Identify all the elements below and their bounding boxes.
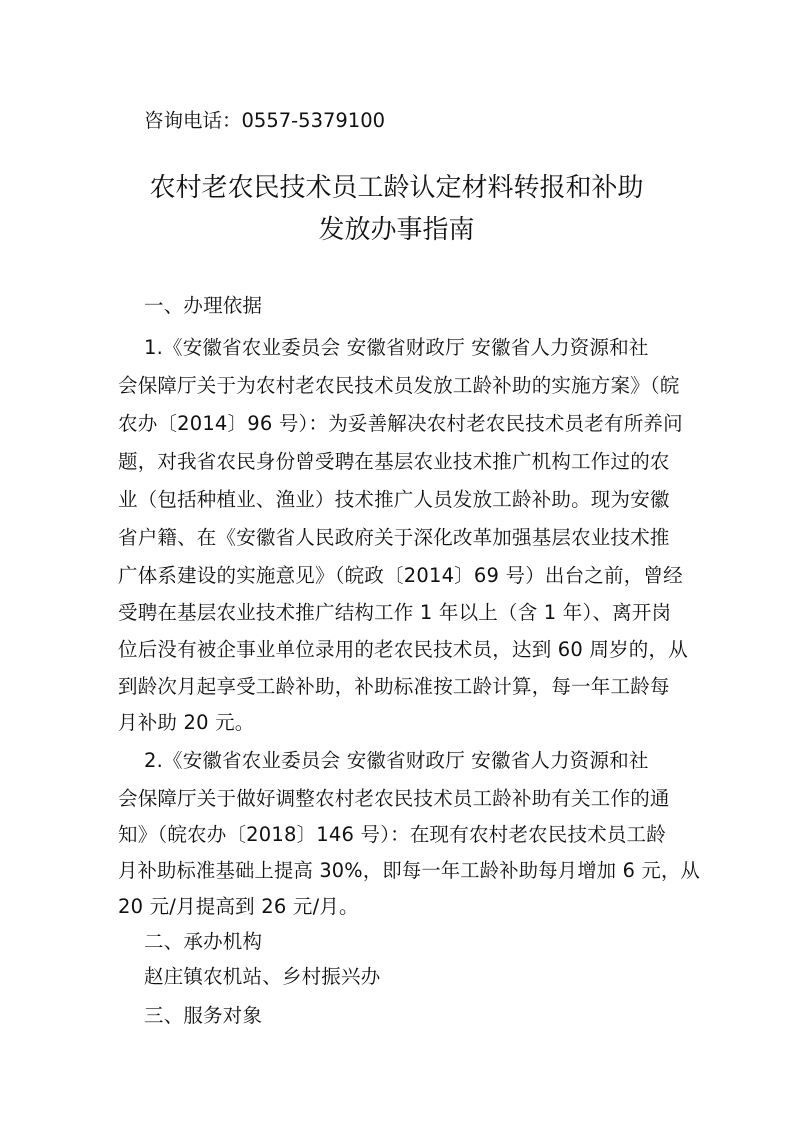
paragraph-line: 省户籍、在《安徽省人民政府关于深化改革加强基层农业技术推 <box>118 526 670 549</box>
paragraph-line: 题，对我省农民身份曾受聘在基层农业技术推广机构工作过的农 <box>118 450 670 473</box>
paragraph-line: 业（包括种植业、渔业）技术推广人员发放工龄补助。现为安徽 <box>118 488 670 511</box>
paragraph-line: 到龄次月起享受工龄补助，补助标准按工龄计算，每一年工龄每 <box>118 675 670 698</box>
paragraph-line: 月补助标准基础上提高 30%，即每一年工龄补助每月增加 6 元，从 <box>118 859 700 882</box>
paragraph-line: 会保障厅关于做好调整农村老农民技术员工龄补助有关工作的通 <box>118 787 670 810</box>
section-heading-service: 三、服务对象 <box>144 1004 263 1027</box>
paragraph-line: 广体系建设的实施意见》（皖政〔2014〕69 号）出台之前，曾经 <box>118 564 683 587</box>
agency-text: 赵庄镇农机站、乡村振兴办 <box>144 965 381 988</box>
paragraph-line: 位后没有被企事业单位录用的老农民技术员，达到 60 周岁的，从 <box>118 638 688 661</box>
document-title-line-2: 发放办事指南 <box>318 215 475 245</box>
paragraph-line: 农办〔2014〕96 号）：为妥善解决农村老农民技术员老有所养问 <box>118 412 683 435</box>
document-title-line-1: 农村老农民技术员工龄认定材料转报和补助 <box>149 173 644 203</box>
paragraph-line: 1.《安徽省农业委员会 安徽省财政厅 安徽省人力资源和社 <box>144 336 649 359</box>
paragraph-line: 知》（皖农办〔2018〕146 号）：在现有农村老农民技术员工龄 <box>118 823 666 846</box>
section-heading-basis: 一、办理依据 <box>144 294 263 317</box>
contact-phone: 咨询电话：0557-5379100 <box>144 109 386 132</box>
paragraph-line: 2.《安徽省农业委员会 安徽省财政厅 安徽省人力资源和社 <box>144 749 649 772</box>
section-heading-agency: 二、承办机构 <box>144 930 263 953</box>
paragraph-line: 20 元/月提高到 26 元/月。 <box>118 895 359 918</box>
paragraph-line: 受聘在基层农业技术推广结构工作 1 年以上（含 1 年）、离开岗 <box>118 601 672 624</box>
paragraph-line: 会保障厅关于为农村老农民技术员发放工龄补助的实施方案》（皖 <box>118 374 680 397</box>
paragraph-line: 月补助 20 元。 <box>118 711 255 734</box>
